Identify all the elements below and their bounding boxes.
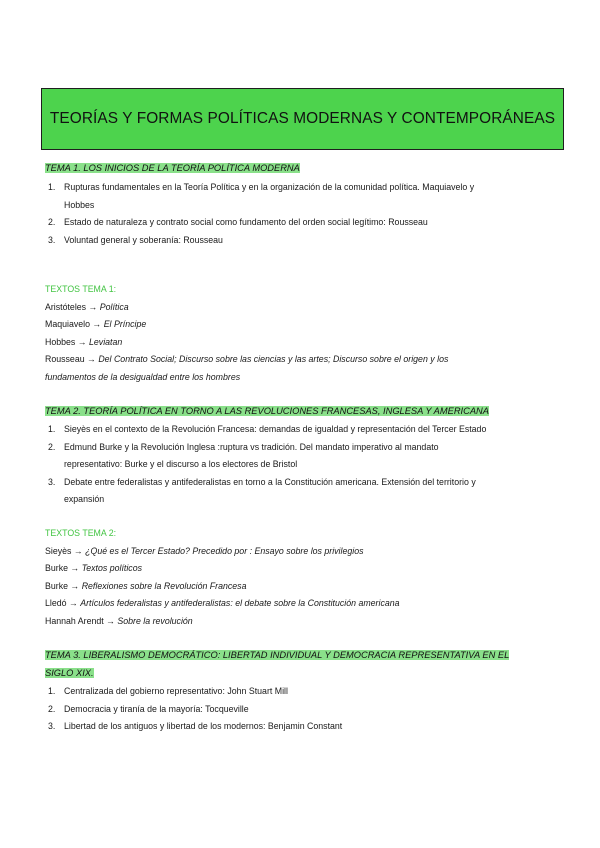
texto-line: Maquiavelo → El Príncipe [45,319,147,329]
tema-3-list [45,683,565,736]
list-item: 1. Centralizada del gobierno representativo: John Stuart Mill [48,686,288,696]
tema-3-section [45,646,565,736]
list-item: 2. Democracia y tiranía de la mayoría: Tocqueville [48,703,249,714]
texto-line: Rousseau → Del Contrato Social; Discurso sobre las ciencias y las artes; Discurso sobre el origen y los fundamentos de la desigualdad entre los hombres [45,354,449,382]
textos-tema-1 [45,281,565,386]
tema-2-section [45,403,565,509]
list-item: 2. Estado de naturaleza y contrato social como fundamento del orden social legítimo: Rousseau [48,217,428,227]
list-item: 2. Edmund Burke y la Revolución Inglesa :ruptura vs tradición. Del mandato imperativo al mandato representativo: Burke y el discurso a los electores de Bristol [48,441,439,469]
list-item: 1. Rupturas fundamentales en la Teoría Política y en la organización de la comunidad política. Maquiavelo y Hobbes [48,182,475,210]
texto-line: Hannah Arendt → Sobre la revolución [45,615,193,626]
textos-tema-1-label: TEXTOS TEMA 1: [45,284,117,294]
list-item: 3. Debate entre federalistas y antifederalistas en torno a la Constitución americana. Extensión del territorio y expansión [48,476,476,504]
texto-line: Burke → Reflexiones sobre la Revolución Francesa [45,580,247,591]
document-title: TEORÍAS Y FORMAS POLÍTICAS MODERNAS Y CONTEMPORÁNEAS [49,110,556,127]
document-title-box [41,88,564,150]
tema-3-heading: TEMA 3. LIBERALISMO DEMOCRÁTICO: LIBERTAD INDIVIDUAL Y DEMOCRACIA REPRESENTATIVA EN EL SIGLO XIX. [45,650,510,678]
texto-line: Sieyès → ¿Qué es el Tercer Estado? Precedido por : Ensayo sobre los privilegios [45,545,364,556]
tema-1-list [45,179,565,249]
tema-1-section [45,160,565,249]
textos-tema-2 [45,525,565,630]
list-item: 3. Voluntad general y soberanía: Rousseau [48,234,223,245]
texto-line: Lledó → Artículos federalistas y antifederalistas: el debate sobre la Constitución americana [45,598,400,608]
list-item: 1. Sieyès en el contexto de la Revolución Francesa: demandas de igualdad y representación del Tercer Estado [48,424,487,434]
texto-line: Burke → Textos políticos [45,563,142,573]
tema-2-heading: TEMA 2. TEORÍA POLÍTICA EN TORNO A LAS REVOLUCIONES FRANCESAS, INGLESA Y AMERICANA [45,406,489,416]
textos-tema-2-label: TEXTOS TEMA 2: [45,528,117,538]
texto-line: Aristóteles → Política [45,301,129,312]
tema-2-list [45,421,565,509]
list-item: 3. Libertad de los antiguos y libertad de los modernos: Benjamin Constant [48,721,343,731]
tema-1-heading: TEMA 1. LOS INICIOS DE LA TEORÍA POLÍTICA MODERNA [45,163,300,173]
texto-line: Hobbes → Leviatan [45,336,123,347]
